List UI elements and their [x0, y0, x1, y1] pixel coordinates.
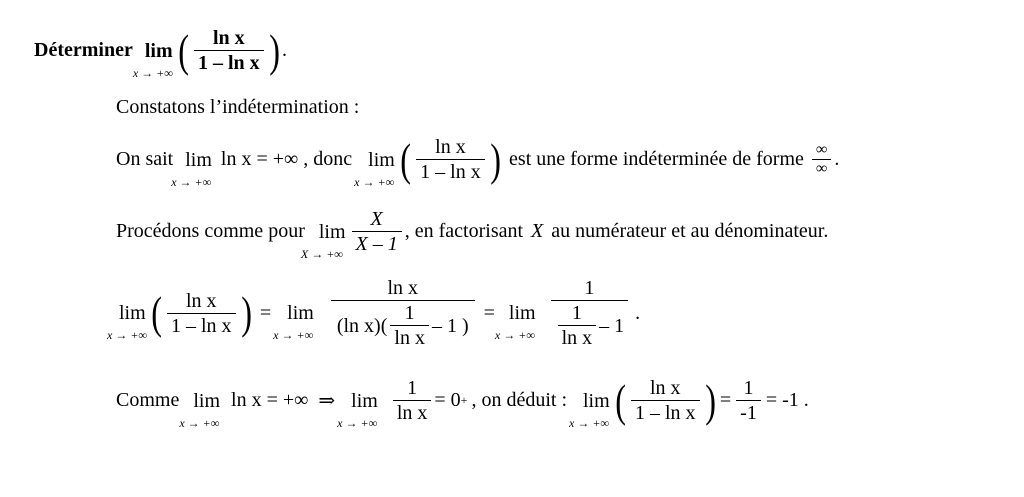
- limit-fraction: [416, 135, 485, 184]
- inner-denominator: ln x: [558, 325, 597, 350]
- limit-word: lim: [368, 148, 395, 171]
- limit-subscript: x → +∞: [354, 174, 395, 189]
- text-ln-limit: ln x = +∞ , donc: [220, 148, 353, 170]
- limit-word: lim: [318, 220, 346, 243]
- inner-fraction: [558, 301, 597, 350]
- left-paren: (: [150, 287, 162, 338]
- limit-subscript: x → +∞: [107, 328, 147, 342]
- fraction-denominator: [551, 300, 629, 350]
- limit-word: lim: [144, 39, 173, 62]
- equals-sign: =: [483, 301, 495, 324]
- limit-operator: [171, 148, 212, 189]
- text-numerator-denominator: au numérateur et au dénominateur.: [551, 220, 829, 242]
- limit-word: lim: [351, 389, 378, 412]
- left-paren: (: [614, 374, 626, 426]
- fraction-denominator: 1 – ln x: [416, 159, 485, 184]
- denominator-factor: (ln x)(: [336, 314, 388, 337]
- result-fraction: [736, 376, 761, 425]
- method-line: [116, 207, 829, 261]
- indetermination-line: [116, 96, 359, 119]
- variable-x: X: [531, 220, 544, 242]
- statement-end: .: [281, 39, 287, 61]
- limit-operator: [300, 220, 346, 261]
- right-paren: ): [268, 24, 280, 76]
- equals-sign: =: [719, 389, 732, 411]
- text-on-deduit: , on déduit :: [471, 389, 567, 411]
- fraction-denominator: X – 1: [352, 231, 402, 256]
- limit-fraction: [631, 376, 700, 425]
- limit-operator: [179, 389, 221, 430]
- fraction-numerator: 1: [743, 377, 754, 399]
- limit-subscript: x → +∞: [494, 328, 535, 342]
- limit-subscript: x → +∞: [179, 415, 220, 430]
- right-paren: ): [490, 133, 501, 185]
- fraction-numerator: ln x: [186, 289, 217, 312]
- equals-sign: =: [259, 301, 272, 324]
- limit-subscript: x → +∞: [337, 415, 378, 430]
- reciprocal-fraction: [393, 376, 432, 425]
- text-procedons: Procédons comme pour: [116, 220, 305, 242]
- limit-word: lim: [119, 302, 146, 324]
- line-end: .: [834, 148, 840, 170]
- left-paren: (: [400, 133, 411, 185]
- limit-fraction: [194, 26, 264, 75]
- fraction-numerator: ln x: [387, 277, 419, 299]
- statement-prefix: Déterminer: [34, 39, 133, 61]
- limit-operator: [132, 39, 173, 80]
- fraction-numerator: ln x: [435, 136, 466, 158]
- exercise-statement: [34, 24, 287, 80]
- plus-superscript: +: [460, 393, 468, 407]
- implies-arrow: ⇒: [318, 390, 336, 412]
- computation-line: [107, 276, 641, 350]
- limit-operator: [273, 302, 314, 342]
- conclusion-line: [116, 374, 809, 430]
- simplified-fraction: [551, 276, 629, 350]
- limit-operator: [107, 302, 147, 342]
- limit-word: lim: [583, 389, 610, 412]
- limit-word: lim: [193, 389, 221, 412]
- final-result: = -1 .: [765, 389, 809, 411]
- text-indeterminate-form: est une forme indéterminée de forme: [509, 148, 804, 170]
- known-limit-line: [116, 133, 840, 189]
- indetermination-text: Constatons l’indétermination :: [116, 96, 360, 118]
- denominator-rest: – 1: [599, 314, 625, 337]
- inner-numerator: 1: [571, 302, 582, 324]
- inner-numerator: 1: [404, 302, 415, 324]
- infinity-denominator: ∞: [812, 159, 831, 178]
- line-end: .: [635, 301, 641, 324]
- x-fraction: [352, 207, 402, 256]
- limit-operator: [354, 148, 395, 189]
- infinity-fraction: [812, 141, 831, 178]
- right-paren: ): [704, 374, 716, 426]
- text-comme: Comme: [116, 389, 180, 411]
- limit-subscript: x → +∞: [171, 174, 212, 189]
- denominator-rest: – 1 ): [431, 314, 469, 337]
- limit-word: lim: [185, 148, 212, 171]
- limit-subscript: x → +∞: [569, 415, 609, 430]
- fraction-denominator: -1: [736, 400, 761, 425]
- limit-operator: [494, 302, 536, 342]
- fraction-denominator: ln x: [393, 400, 432, 425]
- fraction-denominator: 1 – ln x: [167, 313, 236, 338]
- fraction-numerator: 1: [584, 277, 595, 299]
- limit-subscript: x → +∞: [273, 328, 314, 342]
- fraction-numerator: ln x: [650, 377, 681, 399]
- limit-subscript: x → +∞: [132, 65, 173, 80]
- factored-fraction: [331, 276, 475, 350]
- text-on-sait: On sait: [116, 148, 174, 170]
- fraction-numerator: ln x: [212, 27, 245, 49]
- fraction-numerator: X: [370, 208, 383, 230]
- right-paren: ): [240, 287, 252, 338]
- fraction-denominator: 1 – ln x: [194, 50, 264, 75]
- limit-subscript: X → +∞: [300, 246, 343, 261]
- inner-fraction: [390, 301, 429, 350]
- infinity-numerator: ∞: [815, 141, 828, 158]
- fraction-numerator: 1: [407, 377, 418, 399]
- fraction-denominator: 1 – ln x: [631, 400, 700, 425]
- fraction-denominator: [331, 300, 475, 350]
- limit-operator: [337, 389, 378, 430]
- equals-zero: = 0: [434, 389, 461, 411]
- limit-operator: [569, 389, 610, 430]
- text-factorising: , en factorisant: [404, 220, 524, 242]
- limit-word: lim: [508, 302, 536, 324]
- limit-fraction: [167, 289, 236, 338]
- left-paren: (: [177, 24, 189, 76]
- inner-denominator: ln x: [390, 325, 429, 350]
- text-ln-limit: ln x = +∞: [231, 389, 309, 411]
- limit-word: lim: [287, 302, 314, 324]
